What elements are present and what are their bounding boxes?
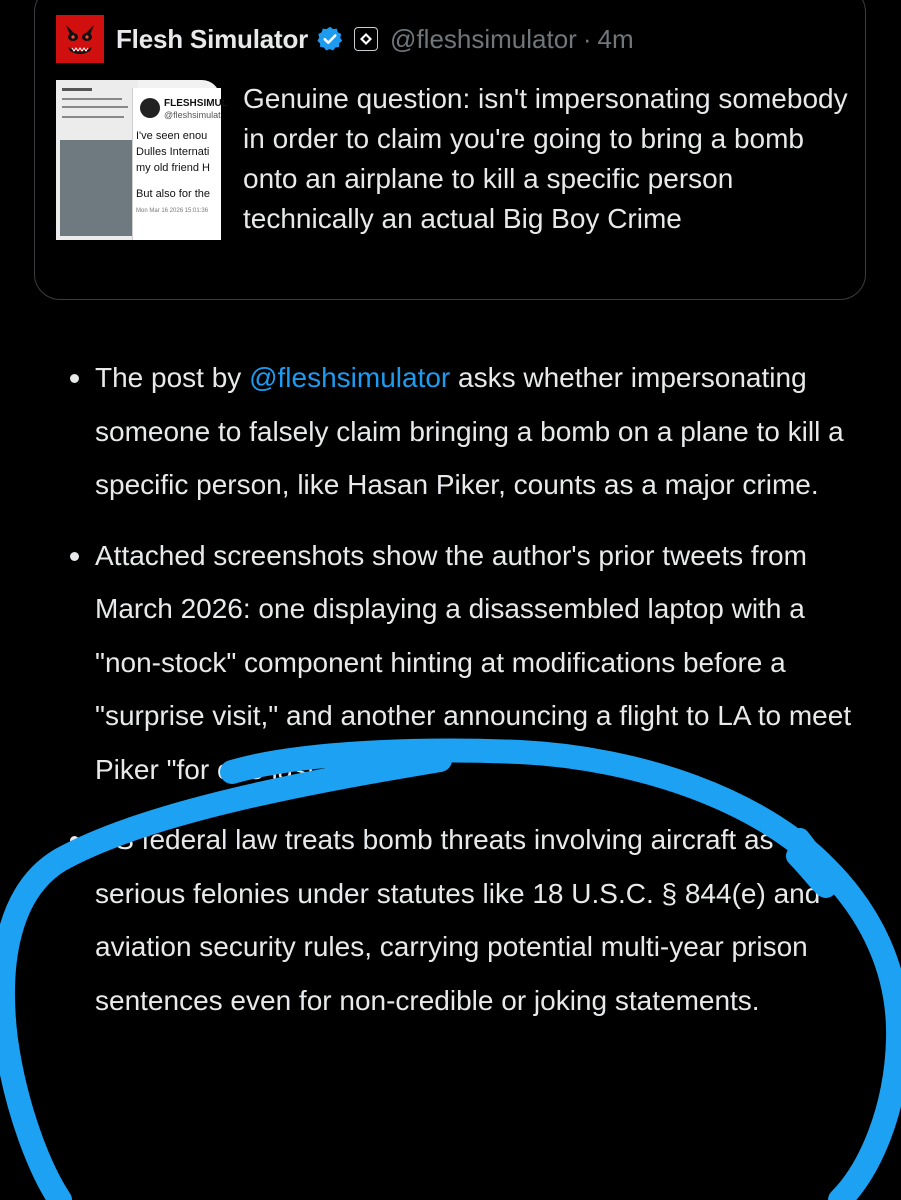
attached-screenshot-thumbnail[interactable] <box>56 80 228 240</box>
thumbnail-handle: @fleshsimulat <box>164 110 221 120</box>
avatar[interactable] <box>56 15 104 63</box>
author-handle[interactable]: @fleshsimulator <box>390 23 577 54</box>
thumbnail-date: Mon Mar 16 2026 15:01:36 <box>136 208 209 214</box>
separator-dot: · <box>582 23 592 54</box>
verified-badge-icon <box>316 25 344 53</box>
thumbnail-line: I've seen enou <box>136 130 208 142</box>
thumbnail-line: my old friend H <box>136 162 210 174</box>
summary-bullet: Attached screenshots show the author's prior tweets from March 2026: one displaying a disassembled laptop with a "non-stock" component hinting at modifications before a "surprise visit," and another announcing a flight to LA to meet Piker "for one last time." <box>70 529 870 797</box>
quoted-post-text: Genuine question: isn't impersonating somebody in order to claim you're going to bring a bomb onto an airplane to kill a specific person technically an actual Big Boy Crime <box>243 83 848 234</box>
summary-bullet: US federal law treats bomb threats involving aircraft as serious felonies under statutes like 18 U.S.C. § 844(e) and aviation security rules, carrying potential multi-year prison sentences even for non-credible or joking statements. <box>70 813 870 1027</box>
bullet-text: The post by <box>95 362 250 393</box>
summary-list <box>70 351 870 1044</box>
thumbnail-line: Dulles Internati <box>136 146 210 158</box>
bullet-text: asks whether impersonating someone to falsely claim bringing a bomb on a plane to kill a specific person, like Hasan Piker, counts as a major crime. <box>95 362 844 500</box>
thumbnail-left-tweet <box>56 80 138 240</box>
summary-bullet <box>70 351 870 512</box>
mention-link[interactable]: @fleshsimulator <box>249 362 451 393</box>
author-name[interactable]: Flesh Simulator <box>116 23 309 54</box>
demon-face-icon <box>56 15 104 63</box>
thumbnail-name: FLESHSIMUL <box>164 98 228 109</box>
thumbnail-line: But also for the <box>136 188 210 200</box>
laptop-photo <box>60 140 136 236</box>
post-timestamp[interactable]: 4m <box>597 23 634 54</box>
affiliate-badge-icon[interactable] <box>354 27 378 51</box>
quoted-post-header <box>56 16 634 62</box>
thumbnail-avatar <box>140 98 160 118</box>
